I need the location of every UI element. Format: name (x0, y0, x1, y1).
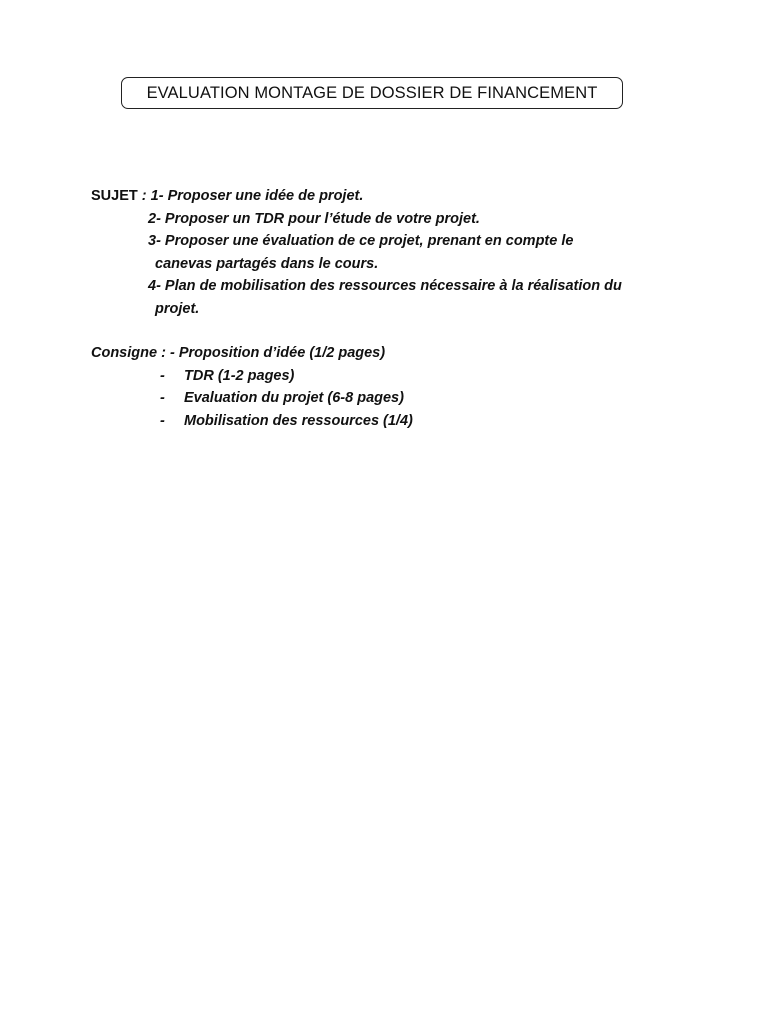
sujet-item-3-continued: canevas partagés dans le cours. (155, 256, 379, 272)
consigne-line-1 (91, 344, 385, 362)
consigne-item-3: Evaluation du projet (6-8 pages) (184, 390, 404, 406)
sujet-label: SUJET (91, 188, 138, 204)
dash-bullet: - (160, 413, 165, 429)
dash-bullet: - (160, 390, 165, 406)
sujet-item-4-continued: projet. (155, 301, 200, 317)
document-title: EVALUATION MONTAGE DE DOSSIER DE FINANCEMENT (146, 83, 598, 102)
consigne-label: Consigne (91, 345, 158, 361)
dash-bullet: - (160, 368, 165, 384)
consigne-separator: : - (161, 345, 175, 361)
sujet-item-3: 3- Proposer une évaluation de ce projet, prenant en compte le (148, 233, 574, 249)
sujet-line-1 (91, 187, 363, 205)
consigne-item-4: Mobilisation des ressources (1/4) (184, 413, 413, 429)
sujet-item-4: 4- Plan de mobilisation des ressources nécessaire à la réalisation du (148, 278, 622, 294)
sujet-item-2: 2- Proposer un TDR pour l’étude de votre projet. (148, 211, 480, 227)
sujet-separator: : (141, 188, 147, 204)
consigne-item-2: TDR (1-2 pages) (184, 368, 295, 384)
title-box (121, 77, 623, 109)
consigne-item-1: Proposition d’idée (1/2 pages) (178, 345, 386, 361)
sujet-item-1: 1- Proposer une idée de projet. (150, 188, 364, 204)
